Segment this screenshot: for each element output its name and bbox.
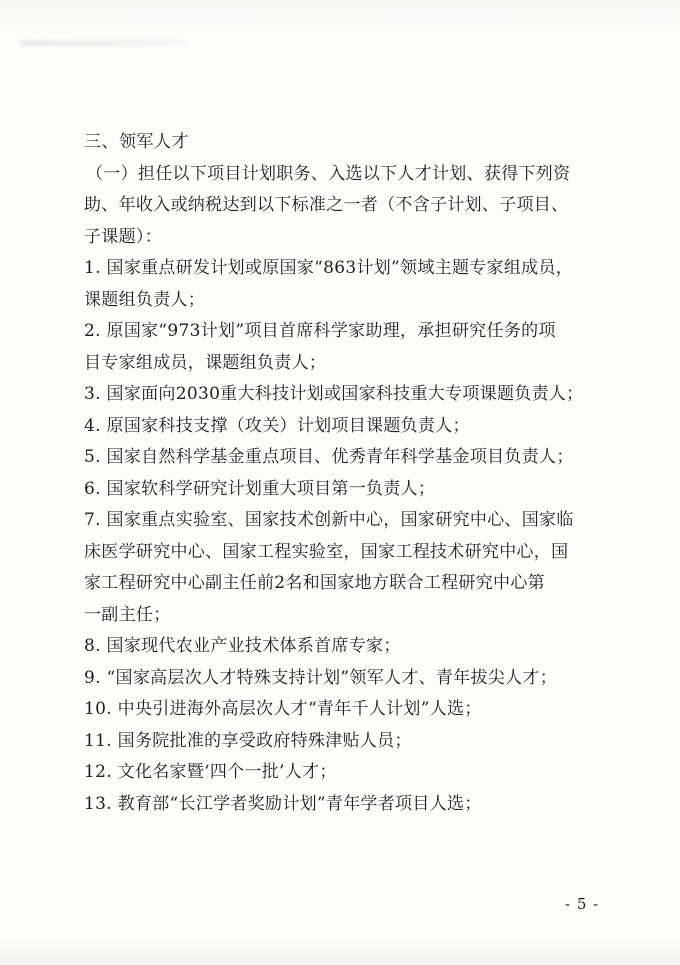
list-item-line: 12. 文化名家暨‘四个一批’人才；: [84, 762, 337, 782]
list-item-line: 13. 教育部“长江学者奖励计划”青年学者项目人选；: [84, 793, 482, 814]
page-number: - 5 -: [565, 895, 600, 913]
list-item-line: 床医学研究中心、国家工程实验室，国家工程技术研究中心，国: [84, 541, 569, 562]
intro-line: （一）担任以下项目计划职务、入选以下人才计划、获得下列资: [86, 163, 571, 184]
list-item-line: 11. 国务院批准的享受政府特殊津贴人员；: [84, 730, 412, 751]
list-item-line: 2. 原国家“973计划”项目首席科学家助理，承担研究任务的项: [84, 321, 556, 341]
list-item-line: 10. 中央引进海外高层次人才“青年千人计划”人选；: [84, 699, 482, 719]
section-heading: 三、领军人才: [84, 132, 189, 152]
list-item-line: 目专家组成员，课题组负责人；: [84, 352, 327, 373]
list-item-line: 5. 国家自然科学基金重点项目、优秀青年科学基金项目负责人；: [84, 447, 574, 467]
intro-line: 助、年收入或纳税达到以下标准之一者（不含子计划、子项目、: [84, 195, 569, 215]
list-item-line: 1. 国家重点研发计划或原国家“863计划”领域主题专家组成员，: [84, 258, 574, 278]
list-item-line: 一副主任；: [84, 604, 171, 625]
list-item-line: 家工程研究中心副主任前2名和国家地方联合工程研究中心第: [84, 573, 545, 593]
list-item-line: 6. 国家软科学研究计划重大项目第一负责人；: [84, 478, 436, 499]
list-item-line: 课题组负责人；: [84, 289, 206, 310]
intro-line: 子课题）：: [84, 226, 162, 247]
list-item-line: 3. 国家面向2030重大科技计划或国家科技重大专项课题负责人；: [84, 384, 584, 404]
list-item-line: 8. 国家现代农业产业技术体系首席专家；: [84, 636, 401, 656]
list-item-line: 7. 国家重点实验室、国家技术创新中心，国家研究中心、国家临: [84, 510, 574, 530]
list-item-line: 9. “国家高层次人才特殊支持计划”领军人才、青年拔尖人才；: [84, 667, 558, 688]
document-body: [84, 127, 614, 820]
list-item-line: 4. 原国家科技支撑（攻关）计划项目课题负责人；: [84, 415, 470, 436]
scan-smudge: [20, 40, 185, 46]
